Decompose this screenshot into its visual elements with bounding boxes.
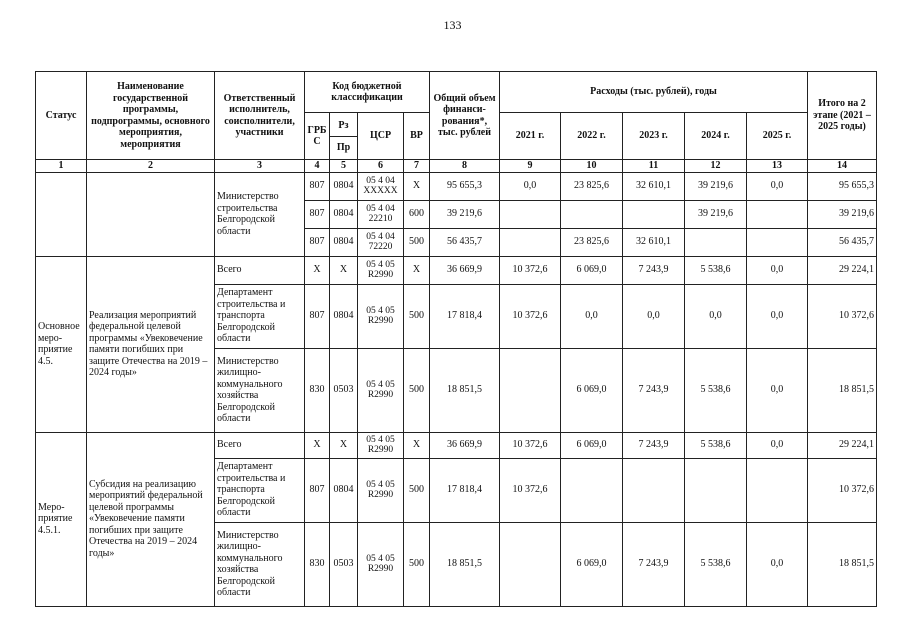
y2025-cell: 0,0	[747, 256, 808, 284]
rzpr-cell: 0804	[330, 284, 358, 348]
y2025-cell	[747, 228, 808, 256]
executor-cell: Департамент строительства и транспорта Белгородской области	[215, 458, 305, 522]
csr-cell: 05 4 05 R2990	[358, 284, 404, 348]
itogo-cell: 18 851,5	[808, 348, 877, 432]
status-cell: Меро-приятие 4.5.1.	[36, 432, 87, 606]
csr-cell: 05 4 05 R2990	[358, 432, 404, 458]
total-cell: 56 435,7	[430, 228, 500, 256]
y2023-cell: 0,0	[623, 284, 685, 348]
total-cell: 17 818,4	[430, 284, 500, 348]
rzpr-cell: 0804	[330, 200, 358, 228]
y2023-cell: 7 243,9	[623, 256, 685, 284]
y2021-cell	[500, 200, 561, 228]
total-cell: 95 655,3	[430, 172, 500, 200]
vr-cell: 500	[404, 522, 430, 606]
col-num: 8	[430, 160, 500, 173]
col-num: 5	[330, 160, 358, 173]
y2025-cell: 0,0	[747, 432, 808, 458]
header-name: Наименование государственной программы, подпрограммы, основного мероприятия, мероприятия	[87, 72, 215, 160]
total-cell: 17 818,4	[430, 458, 500, 522]
csr-cell: 05 4 04 22210	[358, 200, 404, 228]
grbs-cell: 807	[305, 200, 330, 228]
col-num: 14	[808, 160, 877, 173]
header-pr: Пр	[336, 141, 351, 153]
y2022-cell	[561, 200, 623, 228]
header-status: Статус	[36, 72, 87, 160]
rzpr-cell: 0804	[330, 172, 358, 200]
col-num: 13	[747, 160, 808, 173]
y2024-cell: 5 538,6	[685, 256, 747, 284]
col-num: 6	[358, 160, 404, 173]
executor-cell: Министерство жилищно-коммунального хозяйства Белгородской области	[215, 348, 305, 432]
header-rzpr	[330, 113, 358, 160]
name-cell	[87, 172, 215, 256]
rzpr-cell: 0804	[330, 228, 358, 256]
y2023-cell	[623, 200, 685, 228]
y2022-cell: 0,0	[561, 284, 623, 348]
header-itogo: Итого на 2 этапе (2021 – 2025 годы)	[808, 72, 877, 160]
y2021-cell	[500, 348, 561, 432]
y2021-cell: 0,0	[500, 172, 561, 200]
y2022-cell: 23 825,6	[561, 172, 623, 200]
csr-cell: 05 4 04 XXXXX	[358, 172, 404, 200]
header-vr: ВР	[404, 113, 430, 160]
header-budget-code: Код бюджетной классификации	[305, 72, 430, 113]
col-num: 2	[87, 160, 215, 173]
total-cell: 36 669,9	[430, 432, 500, 458]
y2025-cell: 0,0	[747, 522, 808, 606]
header-total-volume: Общий объем финанси-рования*, тыс. рублей	[430, 72, 500, 160]
header-2025: 2025 г.	[747, 113, 808, 160]
header-2024: 2024 г.	[685, 113, 747, 160]
table-row	[36, 172, 877, 200]
itogo-cell: 95 655,3	[808, 172, 877, 200]
executor-cell: Всего	[215, 256, 305, 284]
rzpr-cell: 0503	[330, 348, 358, 432]
grbs-cell: 807	[305, 228, 330, 256]
header-2022: 2022 г.	[561, 113, 623, 160]
name-cell: Субсидия на реализацию мероприятий федеральной целевой программы «Увековечение памяти погибших при защите Отечества на 2019 – 2024 годы»	[87, 432, 215, 606]
y2023-cell: 7 243,9	[623, 432, 685, 458]
y2024-cell: 39 219,6	[685, 200, 747, 228]
col-num: 12	[685, 160, 747, 173]
csr-cell: 05 4 05 R2990	[358, 458, 404, 522]
y2021-cell: 10 372,6	[500, 432, 561, 458]
y2022-cell: 6 069,0	[561, 522, 623, 606]
itogo-cell: 39 219,6	[808, 200, 877, 228]
y2024-cell	[685, 458, 747, 522]
col-num: 10	[561, 160, 623, 173]
y2023-cell: 32 610,1	[623, 172, 685, 200]
grbs-cell: 830	[305, 522, 330, 606]
y2023-cell	[623, 458, 685, 522]
csr-cell: 05 4 05 R2990	[358, 348, 404, 432]
total-cell: 36 669,9	[430, 256, 500, 284]
y2024-cell: 5 538,6	[685, 522, 747, 606]
header-2021: 2021 г.	[500, 113, 561, 160]
y2022-cell: 6 069,0	[561, 348, 623, 432]
header-grbs: ГРБС	[305, 113, 330, 160]
vr-cell: Х	[404, 432, 430, 458]
y2024-cell: 0,0	[685, 284, 747, 348]
total-cell: 18 851,5	[430, 348, 500, 432]
itogo-cell: 29 224,1	[808, 256, 877, 284]
executor-cell: Министерство строительства Белгородской области	[215, 172, 305, 256]
rzpr-cell: Х	[330, 432, 358, 458]
grbs-cell: 807	[305, 284, 330, 348]
csr-cell: 05 4 05 R2990	[358, 522, 404, 606]
executor-cell: Всего	[215, 432, 305, 458]
total-cell: 39 219,6	[430, 200, 500, 228]
y2022-cell	[561, 458, 623, 522]
table-row	[36, 432, 877, 458]
rzpr-cell: Х	[330, 256, 358, 284]
total-cell: 18 851,5	[430, 522, 500, 606]
vr-cell: 500	[404, 228, 430, 256]
col-num: 3	[215, 160, 305, 173]
header-expenses: Расходы (тыс. рублей), годы	[500, 72, 808, 113]
col-num: 1	[36, 160, 87, 173]
table-row	[36, 256, 877, 284]
itogo-cell: 29 224,1	[808, 432, 877, 458]
vr-cell: 600	[404, 200, 430, 228]
grbs-cell: 830	[305, 348, 330, 432]
y2022-cell: 6 069,0	[561, 432, 623, 458]
y2021-cell	[500, 522, 561, 606]
y2024-cell: 5 538,6	[685, 432, 747, 458]
y2022-cell: 23 825,6	[561, 228, 623, 256]
itogo-cell: 56 435,7	[808, 228, 877, 256]
itogo-cell: 10 372,6	[808, 284, 877, 348]
itogo-cell: 18 851,5	[808, 522, 877, 606]
y2023-cell: 32 610,1	[623, 228, 685, 256]
executor-cell: Министерство жилищно-коммунального хозяйства Белгородской области	[215, 522, 305, 606]
col-num: 7	[404, 160, 430, 173]
header-csr: ЦСР	[358, 113, 404, 160]
status-cell	[36, 172, 87, 256]
column-number-row	[36, 160, 877, 173]
y2025-cell: 0,0	[747, 284, 808, 348]
y2024-cell: 5 538,6	[685, 348, 747, 432]
col-num: 9	[500, 160, 561, 173]
csr-cell: 05 4 05 R2990	[358, 256, 404, 284]
header-responsible: Ответственный исполнитель, соисполнители, участники	[215, 72, 305, 160]
status-cell: Основное меро-приятие 4.5.	[36, 256, 87, 432]
y2024-cell	[685, 228, 747, 256]
grbs-cell: Х	[305, 432, 330, 458]
rzpr-cell: 0503	[330, 522, 358, 606]
y2024-cell: 39 219,6	[685, 172, 747, 200]
y2021-cell: 10 372,6	[500, 458, 561, 522]
y2025-cell	[747, 200, 808, 228]
vr-cell: Х	[404, 256, 430, 284]
y2021-cell: 10 372,6	[500, 284, 561, 348]
budget-table	[35, 71, 877, 607]
executor-cell: Департамент строительства и транспорта Белгородской области	[215, 284, 305, 348]
y2023-cell: 7 243,9	[623, 522, 685, 606]
y2025-cell: 0,0	[747, 172, 808, 200]
header-rz: Рз	[330, 115, 357, 137]
itogo-cell: 10 372,6	[808, 458, 877, 522]
vr-cell: 500	[404, 348, 430, 432]
col-num: 11	[623, 160, 685, 173]
y2021-cell: 10 372,6	[500, 256, 561, 284]
y2022-cell: 6 069,0	[561, 256, 623, 284]
y2023-cell: 7 243,9	[623, 348, 685, 432]
header-row	[36, 72, 877, 113]
header-2023: 2023 г.	[623, 113, 685, 160]
y2025-cell	[747, 458, 808, 522]
col-num: 4	[305, 160, 330, 173]
grbs-cell: 807	[305, 172, 330, 200]
vr-cell: Х	[404, 172, 430, 200]
y2021-cell	[500, 228, 561, 256]
vr-cell: 500	[404, 284, 430, 348]
name-cell: Реализация мероприятий федеральной целевой программы «Увековечение памяти погибших при защите Отечества на 2019 – 2024 годы»	[87, 256, 215, 432]
page-number: 133	[443, 18, 462, 32]
rzpr-cell: 0804	[330, 458, 358, 522]
y2025-cell: 0,0	[747, 348, 808, 432]
csr-cell: 05 4 04 72220	[358, 228, 404, 256]
grbs-cell: Х	[305, 256, 330, 284]
vr-cell: 500	[404, 458, 430, 522]
grbs-cell: 807	[305, 458, 330, 522]
